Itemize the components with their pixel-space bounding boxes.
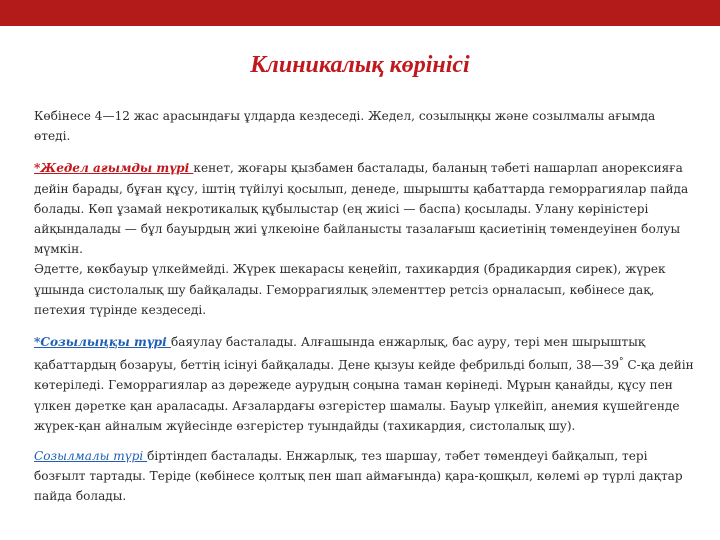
acute-paragraph-2: Әдетте, көкбауыр үлкеймейді. Жүрек шекарасы кеңейіп, тахикардия (брадикардия сирек), жүрек ұшында систолалық шу байқалады. Геморрагиялық элементтер ретсіз орналасып, көбінесе дақ, петехия түрінде кездеседі. (34, 262, 666, 317)
acute-paragraph (34, 158, 694, 259)
protracted-body-b: -қа дейін көтеріледі. Геморрагиялар аз дәрежеде аурудың соңына таман көрінеді. Мұрын қанайды, құсу пен үлкен дәретке қан араласады. Ағзалардағы өзгерістер шамалы. Бауыр үлкейіп, анемия күшейгенде жүрек-қан айналым жүйесінде өзгерістер туындайды (тахикардия, систолалық шу). (34, 358, 694, 433)
temperature-unit: С (623, 358, 637, 373)
protracted-paragraph (34, 332, 694, 436)
acute-heading: *Жедел ағымды түрі (34, 161, 194, 176)
slide-title: Клиникалық көрінісі (250, 52, 470, 78)
chronic-body: біртіндеп басталады. Енжарлық, тез шаршау, тәбет төмендеуі байқалып, тері бозғылт тартады. Теріде (көбінесе қолтық пен шап аймағында) қара-қошқыл, көлемі әр түрлі дақтар пайда болады. (34, 449, 683, 504)
acute-body: кенет, жоғары қызбамен басталады, баланың тәбеті нашарлап анорексияға дейін барады, бұған құсу, іштің түйілуі қосылып, денеде, шырышты қабаттарда геморрагиялар пайда болады. Көп ұзамай некротикалық құбылыстар (ең жиісі — баспа) қосылады. Улану көріністері айқындалады — бұл бауырдың жиі ұлкеюіне байланысты тазалағыш қасиетінің төмендеуінен болуы мүмкін. (34, 161, 689, 257)
top-banner (0, 0, 720, 26)
degree-sign: ° (619, 357, 624, 368)
chronic-paragraph (34, 446, 694, 507)
intro-paragraph: Көбінесе 4—12 жас арасындағы ұлдарда кездеседі. Жедел, созылыңқы және созылмалы ағымда өтеді. (34, 109, 656, 144)
protracted-body-a: баяулау басталады. Алғашында енжарлық, бас ауру, тері мен шырыштық қабаттардың бозаруы, беттің ісінуі байқалады. Дене қызуы кейде фебрильді болып, 38—39 (34, 335, 646, 373)
slide-body (34, 106, 694, 507)
protracted-heading: *Созылыңқы түрі (34, 335, 171, 350)
chronic-heading: Созылмалы түрі (34, 449, 148, 464)
